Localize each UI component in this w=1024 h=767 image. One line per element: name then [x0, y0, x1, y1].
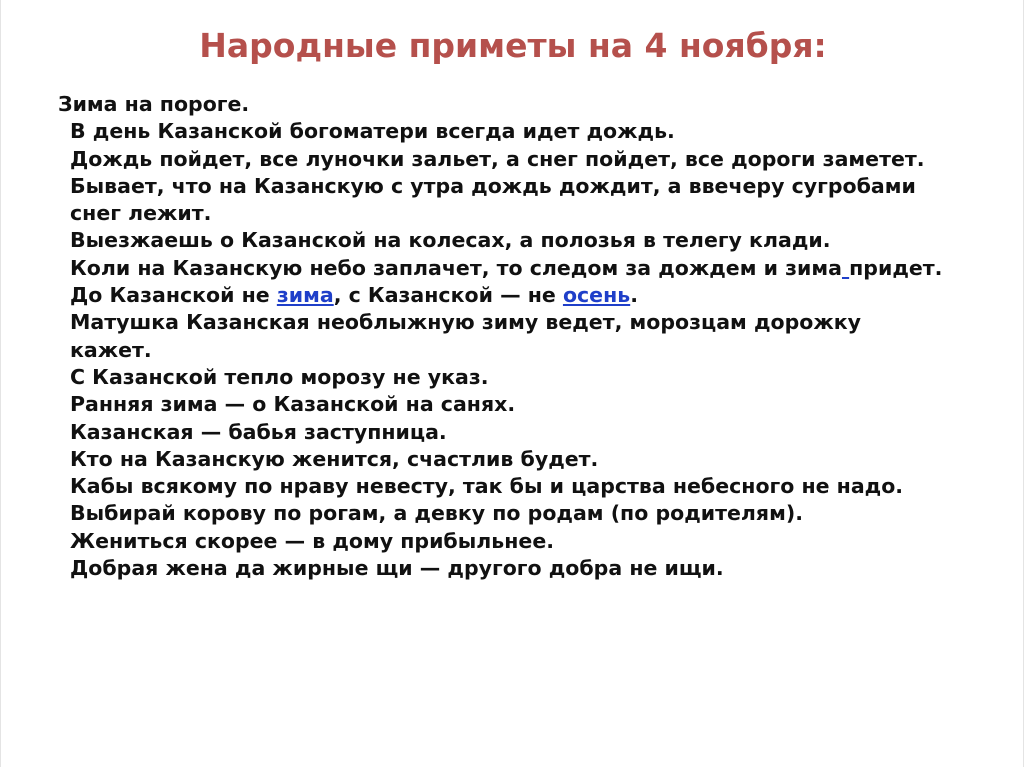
proverb-line: Бывает, что на Казанскую с утра дождь дождит, а ввечеру сугробами [70, 173, 916, 198]
proverb-line: Дождь пойдет, все луночки зальет, а снег пойдет, все дороги заметет. [70, 146, 925, 171]
proverb-text: До Казанской не [70, 283, 277, 308]
proverb-text: Коли на Казанскую небо заплачет, то следом за дождем и зима [70, 255, 842, 280]
proverb-line: Жениться скорее — в дому прибыльнее. [70, 528, 555, 553]
proverb-line: Добрая жена да жирные щи — другого добра не ищи. [70, 556, 724, 581]
proverb-line: Ранняя зима — о Казанской на санях. [70, 392, 516, 417]
proverb-text: придет. [849, 255, 943, 280]
proverb-line: кажет. [70, 337, 152, 362]
proverb-line: Выезжаешь о Казанской на колесах, а полозья в телегу клади. [70, 228, 831, 253]
proverb-text: , с Казанской — не [333, 283, 563, 308]
proverb-line: Кабы всякому по нраву невесту, так бы и царства небесного не надо. [70, 474, 904, 499]
proverb-line: Зима на пороге. [58, 92, 250, 116]
slide-title: Народные приметы на 4 ноября: [199, 26, 827, 65]
proverb-line: Выбирай корову по рогам, а девку по родам (по родителям). [70, 501, 803, 526]
proverb-line: В день Казанской богоматери всегда идет дождь. [70, 119, 675, 144]
link-zima[interactable]: зима [276, 283, 334, 308]
proverb-text: . [630, 283, 638, 308]
proverb-line: Матушка Казанская необлыжную зиму ведет, морозцам дорожку [70, 310, 862, 335]
proverb-line: Кто на Казанскую женится, счастлив будет. [70, 446, 599, 471]
proverb-line [58, 282, 1018, 309]
link-osen[interactable]: осень [562, 283, 631, 308]
proverb-line: Казанская — бабья заступница. [70, 419, 447, 444]
slide-body [58, 91, 1018, 582]
proverb-line: С Казанской тепло морозу не указ. [70, 364, 489, 389]
proverb-line: снег лежит. [70, 201, 212, 226]
proverb-line [58, 255, 1018, 282]
